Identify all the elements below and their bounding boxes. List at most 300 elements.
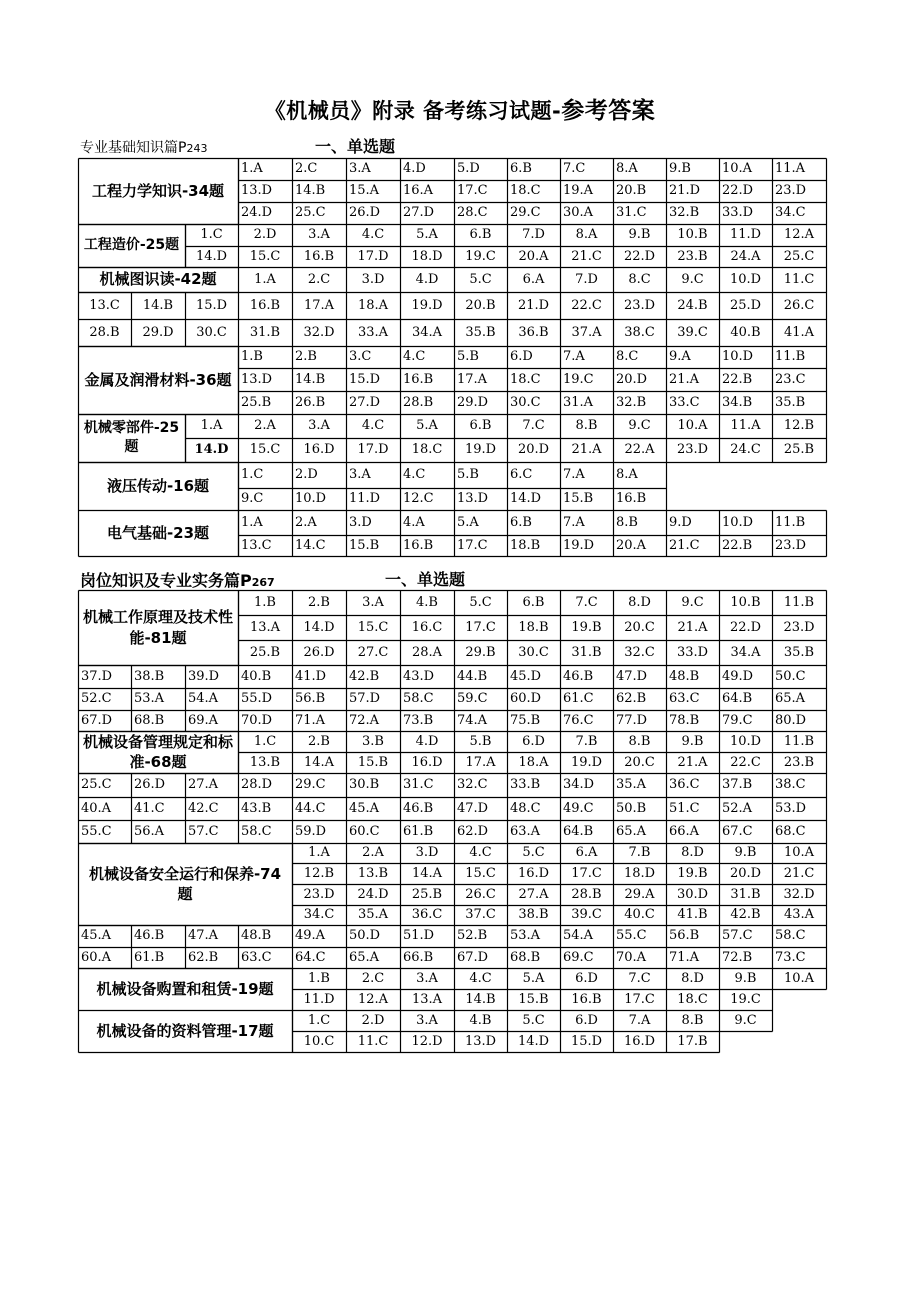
answer-cell: 6.C	[510, 467, 533, 482]
answer-cell: 64.B	[563, 823, 594, 839]
answer-cell: 28.A	[411, 644, 443, 660]
answer-cell: 17.C	[457, 183, 488, 198]
answer-cell: 5.A	[416, 418, 438, 433]
answer-cell: 6.B	[469, 418, 492, 433]
answer-cell: 37.D	[81, 668, 113, 684]
answer-cell: 42.B	[730, 907, 761, 922]
answer-cell: 33.A	[357, 324, 389, 340]
answer-cell: 58.C	[241, 823, 272, 839]
answer-cell: 16.D	[303, 442, 335, 457]
answer-cell: 43.B	[241, 800, 272, 816]
answer-cell: 67.D	[81, 712, 113, 728]
answer-cell: 15.B	[518, 991, 549, 1007]
answer-cell: 63.C	[669, 691, 700, 706]
answer-cell: 1.B	[308, 970, 330, 986]
answer-cell: 14.D	[195, 248, 228, 264]
answer-cell: 65.A	[349, 949, 380, 965]
section-label: 机械设备购置和租赁-19题	[96, 979, 274, 998]
answer-cell: 16.C	[411, 619, 443, 635]
answer-cell: 14.C	[295, 537, 326, 553]
answer-cell: 3.C	[349, 349, 372, 364]
answer-cell: 55.C	[616, 928, 647, 943]
answer-cell: 3.B	[362, 733, 384, 749]
answer-cell: 6.B	[510, 161, 532, 176]
answer-cell: 6.D	[510, 349, 533, 364]
answer-cell: 18.A	[357, 297, 389, 313]
answer-cell: 28.B	[89, 324, 120, 340]
answer-cell: 9.C	[734, 1012, 757, 1028]
answer-cell: 27.A	[518, 886, 549, 902]
answer-cell: 53.D	[775, 800, 807, 816]
answer-cell: 4.B	[416, 594, 438, 610]
answer-cell: 34.A	[730, 644, 761, 660]
answer-cell: 17.B	[677, 1033, 708, 1049]
answer-cell: 50.C	[775, 668, 806, 684]
answer-cell: 49.D	[722, 668, 754, 684]
answer-cell: 14.D	[510, 491, 542, 506]
answer-cell: 37.C	[465, 907, 496, 922]
answer-cell: 24.D	[357, 886, 389, 902]
answer-cell: 32.D	[303, 324, 335, 340]
answer-cell: 1.A	[200, 418, 223, 433]
answer-cell: 61.C	[563, 691, 594, 706]
answer-cell: 62.D	[457, 823, 489, 839]
answer-cell: 73.C	[775, 949, 806, 965]
answer-cell: 3.A	[362, 594, 384, 610]
answer-cell: 53.A	[510, 928, 541, 943]
answer-cell: 29.B	[465, 644, 496, 660]
answer-cell: 4.A	[403, 514, 425, 530]
answer-cell: 5.B	[457, 349, 479, 364]
answer-cell: 26.B	[295, 394, 326, 410]
answer-cell: 7.A	[563, 349, 585, 364]
answer-cell: 25.B	[783, 442, 815, 457]
answer-cell: 13.D	[464, 1033, 497, 1049]
answer-cell: 22.B	[722, 537, 753, 553]
answer-cell: 35.A	[616, 777, 647, 792]
answer-cell: 7.C	[628, 970, 651, 986]
answer-cell: 2.C	[295, 161, 318, 176]
answer-cell: 7.C	[575, 594, 598, 610]
answer-cell: 5.C	[522, 845, 545, 860]
answer-cell: 73.B	[403, 712, 434, 728]
answer-cell: 14.A	[303, 754, 335, 770]
answer-cell: 4.C	[469, 845, 492, 860]
answer-cell: 19.D	[570, 754, 603, 770]
answer-cell: 15.D	[349, 371, 381, 387]
answer-cell: 11.C	[357, 1033, 389, 1049]
answer-cell: 8.B	[628, 733, 651, 749]
answer-cell: 1.A	[241, 161, 263, 176]
answer-cell: 33.D	[722, 205, 754, 220]
answer-cell: 20.C	[624, 619, 655, 635]
answer-cell: 14.B	[295, 183, 326, 198]
answer-cell: 28.C	[457, 205, 488, 220]
answer-cell: 10.D	[729, 271, 762, 287]
answer-cell: 11.A	[730, 418, 761, 433]
answer-cell: 31.B	[249, 324, 281, 340]
answer-cell: 57.C	[722, 928, 753, 943]
answer-cell: 30.A	[563, 205, 594, 220]
answer-cell: 10.A	[677, 418, 708, 433]
answer-cell: 2.A	[254, 418, 276, 433]
answer-cell: 4.D	[403, 161, 426, 176]
answer-cell: 18.C	[677, 991, 708, 1007]
answer-cell: 15.C	[249, 442, 281, 457]
answer-cell: 38.C	[624, 324, 655, 340]
answer-cell: 13.A	[249, 619, 281, 635]
answer-cell: 11.B	[783, 594, 815, 610]
answer-cell: 5.C	[469, 271, 492, 287]
answer-cell: 60.D	[510, 691, 542, 706]
answer-cell: 6.A	[522, 271, 545, 287]
answer-cell: 12.D	[411, 1033, 443, 1049]
answer-cell: 19.C	[563, 371, 594, 387]
answer-cell: 31.B	[571, 644, 602, 660]
answer-cell: 38.B	[134, 668, 165, 684]
answer-cell: 18.A	[518, 754, 549, 770]
answer-cell: 20.D	[517, 442, 550, 457]
answer-cell: 40.B	[241, 668, 272, 684]
answer-cell: 15.D	[570, 1033, 603, 1049]
answer-cell: 5.D	[457, 161, 480, 176]
answer-cell: 13.D	[457, 491, 489, 506]
answer-cell: 34.C	[775, 205, 806, 220]
answer-cell: 30.D	[676, 886, 709, 902]
part1-heading: 专业基础知识篇P243	[80, 140, 208, 156]
answer-cell: 32.B	[616, 394, 647, 410]
answer-cell: 9.C	[681, 594, 704, 610]
section-label: 机械设备管理规定和标准-68题	[82, 732, 233, 771]
answer-cell: 16.B	[249, 297, 281, 313]
answer-cell: 7.A	[563, 467, 585, 482]
answer-cell: 16.A	[403, 183, 434, 198]
answer-cell: 9.B	[734, 970, 757, 986]
answer-cell: 2.D	[361, 1012, 385, 1028]
answer-cell: 28.B	[403, 394, 434, 410]
answer-cell: 46.B	[134, 928, 165, 943]
answer-cell: 55.D	[241, 691, 273, 706]
answer-cell: 23.D	[303, 886, 335, 902]
answer-cell: 7.B	[575, 733, 598, 749]
answer-cell: 40.C	[624, 907, 655, 922]
answer-cell: 7.C	[563, 161, 586, 176]
answer-cell: 44.C	[295, 800, 326, 816]
answer-cell: 68.B	[134, 712, 165, 728]
answer-cell: 10.D	[722, 514, 754, 530]
answer-cell: 29.D	[142, 324, 174, 340]
answer-cell: 3.A	[349, 161, 371, 176]
answer-cell: 72.A	[349, 712, 380, 728]
answer-cell: 46.B	[563, 668, 594, 684]
answer-cell: 10.A	[783, 970, 815, 986]
answer-cell: 21.D	[517, 297, 550, 313]
answer-cell: 13.D	[241, 371, 273, 387]
answer-cell: 8.C	[628, 271, 651, 287]
answer-cell: 8.D	[628, 594, 651, 610]
answer-cell: 31.C	[403, 777, 434, 792]
answer-cell: 1.C	[200, 227, 223, 242]
answer-cell: 10.A	[783, 845, 815, 860]
answer-cell: 22.D	[623, 248, 656, 264]
answer-cell: 4.C	[361, 227, 385, 242]
answer-cell: 19.C	[730, 991, 761, 1007]
answer-cell: 11.C	[783, 271, 815, 287]
answer-cell: 16.B	[571, 991, 602, 1007]
answer-cell: 25.B	[249, 644, 281, 660]
answer-cell: 6.D	[522, 733, 545, 749]
answer-cell: 18.B	[518, 619, 549, 635]
answer-cell: 21.A	[571, 442, 602, 457]
answer-cell: 32.C	[457, 777, 488, 792]
answer-cell: 22.A	[624, 442, 655, 457]
answer-cell: 35.B	[783, 644, 815, 660]
answer-cell: 2.B	[308, 733, 330, 749]
answer-cell: 49.A	[295, 928, 326, 943]
answer-cell: 20.B	[616, 183, 647, 198]
answer-cell: 54.A	[563, 928, 594, 943]
answer-cell: 52.A	[722, 800, 753, 816]
answer-cell: 37.A	[571, 324, 602, 340]
answer-cell: 42.B	[349, 668, 380, 684]
answer-cell: 22.C	[730, 754, 761, 770]
answer-cell: 66.A	[669, 823, 700, 839]
answer-cell: 15.B	[349, 537, 380, 553]
answer-cell: 24.B	[677, 297, 708, 313]
answer-cell: 27.A	[188, 777, 219, 792]
answer-cell: 69.A	[188, 712, 219, 728]
section-label: 工程力学知识-34题	[91, 181, 225, 200]
answer-cell: 9.C	[681, 271, 704, 287]
answer-cell: 6.D	[575, 970, 598, 986]
answer-cell: 17.C	[624, 991, 655, 1007]
answer-cell: 39.C	[571, 907, 602, 922]
answer-cell: 34.C	[303, 907, 335, 922]
answer-cell: 47.D	[457, 800, 489, 816]
answer-cell: 13.B	[357, 865, 389, 881]
answer-cell: 15.C	[249, 248, 281, 264]
answer-cell: 3.A	[349, 467, 371, 482]
answer-cell: 30.C	[510, 394, 541, 410]
answer-cell: 13.C	[89, 297, 120, 313]
answer-cell: 9.A	[669, 349, 691, 364]
answer-cell: 24.D	[241, 205, 273, 220]
answer-cell: 53.A	[134, 691, 165, 706]
answer-cell: 25.C	[783, 248, 815, 264]
answer-cell: 1.C	[241, 467, 264, 482]
answer-cell: 61.B	[403, 823, 434, 839]
answer-cell: 25.B	[411, 886, 443, 902]
answer-cell: 24.A	[730, 248, 761, 264]
answer-cell: 20.D	[616, 371, 648, 387]
answer-cell: 7.A	[563, 514, 585, 530]
answer-cell: 26.D	[303, 644, 335, 660]
part1-question-type: 一、单选题	[315, 137, 396, 156]
answer-cell: 46.B	[403, 800, 434, 816]
answer-cell: 9.C	[628, 418, 651, 433]
answer-cell: 8.A	[575, 227, 598, 242]
answer-cell: 62.B	[616, 691, 647, 706]
answer-cell: 8.A	[616, 467, 638, 482]
answer-cell: 7.D	[522, 227, 545, 242]
answer-cell: 18.C	[510, 183, 541, 198]
answer-cell: 12.A	[783, 227, 815, 242]
answer-cell: 20.A	[616, 537, 647, 553]
answer-cell: 34.B	[722, 394, 753, 410]
answer-cell: 43.A	[783, 907, 815, 922]
answer-cell: 56.A	[134, 823, 165, 839]
answer-cell: 23.D	[775, 537, 807, 553]
answer-cell: 18.D	[623, 865, 656, 881]
answer-cell: 35.A	[357, 907, 389, 922]
answer-cell: 36.C	[669, 777, 700, 792]
answer-cell: 64.C	[295, 949, 326, 965]
answer-cell: 39.D	[188, 668, 220, 684]
answer-cell: 22.B	[722, 371, 753, 387]
answer-cell: 9.B	[734, 845, 757, 860]
answer-cell: 18.C	[411, 442, 443, 457]
answer-cell: 21.D	[669, 183, 701, 198]
answer-cell: 12.C	[403, 491, 434, 506]
answer-cell: 23.D	[676, 442, 709, 457]
answer-cell: 68.C	[775, 823, 806, 839]
answer-cell: 8.B	[681, 1012, 704, 1028]
answer-cell: 25.D	[729, 297, 762, 313]
answer-cell: 14.D	[517, 1033, 550, 1049]
answer-cell: 16.B	[303, 248, 335, 264]
answer-cell: 7.D	[575, 271, 598, 287]
answer-cell: 52.C	[81, 691, 112, 706]
answer-cell: 22.C	[571, 297, 602, 313]
answer-cell: 56.B	[295, 691, 326, 706]
answer-cell: 31.B	[730, 886, 761, 902]
answer-cell: 10.D	[722, 349, 754, 364]
answer-cell: 31.A	[563, 394, 594, 410]
answer-cell: 26.D	[134, 777, 166, 792]
answer-cell: 15.C	[357, 619, 389, 635]
answer-cell: 51.C	[669, 800, 700, 816]
answer-cell: 29.D	[457, 394, 489, 410]
part2-question-type: 一、单选题	[385, 570, 466, 589]
answer-cell: 24.C	[730, 442, 761, 457]
answer-cell: 5.C	[522, 1012, 545, 1028]
answer-cell: 71.A	[295, 712, 326, 728]
answer-cell: 50.B	[616, 800, 647, 816]
answer-cell: 29.C	[295, 777, 326, 792]
answer-cell: 3.A	[416, 1012, 438, 1028]
answer-cell: 5.A	[416, 227, 438, 242]
answer-cell: 6.B	[510, 514, 532, 530]
answer-cell: 8.B	[575, 418, 598, 433]
answer-cell: 28.B	[571, 886, 602, 902]
answer-cell: 8.D	[681, 845, 704, 860]
answer-cell: 23.B	[783, 754, 815, 770]
answer-cell: 57.C	[188, 823, 219, 839]
answer-cell: 19.B	[571, 619, 602, 635]
answer-cell: 21.C	[783, 865, 815, 881]
answer-cell: 20.D	[729, 865, 762, 881]
answer-cell: 17.A	[303, 297, 335, 313]
answer-cell: 2.A	[362, 845, 384, 860]
answer-cell: 26.D	[349, 205, 381, 220]
answer-cell: 7.A	[628, 1012, 651, 1028]
answer-cell: 30.C	[518, 644, 549, 660]
answer-cell: 20.C	[624, 754, 655, 770]
answer-cell: 5.B	[457, 467, 479, 482]
answer-cell: 14.D	[194, 442, 229, 457]
answer-cell: 6.B	[522, 594, 545, 610]
answer-cell: 33.D	[676, 644, 709, 660]
answer-cell: 3.D	[349, 514, 372, 530]
answer-cell: 54.A	[188, 691, 219, 706]
answer-cell: 32.C	[624, 644, 655, 660]
answer-cell: 67.C	[722, 823, 753, 839]
answer-cell: 25.C	[295, 205, 326, 220]
answer-cell: 32.B	[669, 205, 700, 220]
answer-cell: 18.D	[411, 248, 443, 264]
answer-cell: 16.D	[623, 1033, 656, 1049]
answer-cell: 49.C	[563, 800, 594, 816]
answer-cell: 16.B	[403, 371, 434, 387]
answer-cell: 1.C	[253, 733, 277, 749]
answer-cell: 8.B	[616, 514, 638, 530]
answer-cell: 9.B	[628, 227, 651, 242]
section-label: 液压传动-16题	[106, 476, 210, 495]
answer-cell: 15.C	[465, 865, 496, 881]
answer-cell: 59.C	[457, 691, 488, 706]
answer-cell: 5.B	[469, 733, 492, 749]
answer-cell: 36.C	[411, 907, 443, 922]
answer-cell: 48.B	[241, 928, 272, 943]
answer-cell: 35.B	[775, 394, 806, 410]
answer-cell: 12.B	[783, 418, 815, 433]
answer-cell: 6.D	[575, 1012, 598, 1028]
answer-cell: 28.D	[241, 777, 273, 792]
answer-cell: 1.A	[308, 845, 330, 860]
answer-cell: 17.C	[465, 619, 496, 635]
answer-cell: 43.D	[403, 668, 435, 684]
answer-cell: 60.C	[349, 823, 380, 839]
answer-cell: 11.B	[775, 349, 806, 364]
answer-cell: 10.C	[303, 1033, 335, 1049]
answer-cell: 58.C	[775, 928, 806, 943]
answer-cell: 19.C	[465, 248, 496, 264]
answer-cell: 64.B	[722, 691, 753, 706]
answer-cell: 45.A	[81, 928, 112, 943]
answer-cell: 52.B	[457, 928, 488, 943]
answer-cell: 69.C	[563, 949, 594, 965]
answer-cell: 10.D	[295, 491, 327, 506]
answer-cell: 66.B	[403, 949, 434, 965]
answer-cell: 8.D	[681, 970, 704, 986]
answer-cell: 44.B	[457, 668, 488, 684]
answer-cell: 48.C	[510, 800, 541, 816]
answer-cell: 23.D	[775, 183, 807, 198]
answer-cell: 17.D	[357, 248, 389, 264]
answer-cell: 67.D	[457, 949, 489, 965]
answer-cell: 25.B	[241, 394, 272, 410]
answer-cell: 72.B	[722, 949, 753, 965]
answer-cell: 30.C	[196, 324, 227, 340]
answer-cell: 70.D	[241, 712, 273, 728]
answer-cell: 29.A	[624, 886, 655, 902]
answer-cell: 9.B	[669, 161, 691, 176]
answer-cell: 1.B	[254, 594, 276, 610]
answer-cell: 71.A	[669, 949, 700, 965]
answer-cell: 47.D	[616, 668, 648, 684]
answer-cell: 4.B	[469, 1012, 492, 1028]
part2-heading: 岗位知识及专业实务篇P267	[80, 571, 275, 590]
